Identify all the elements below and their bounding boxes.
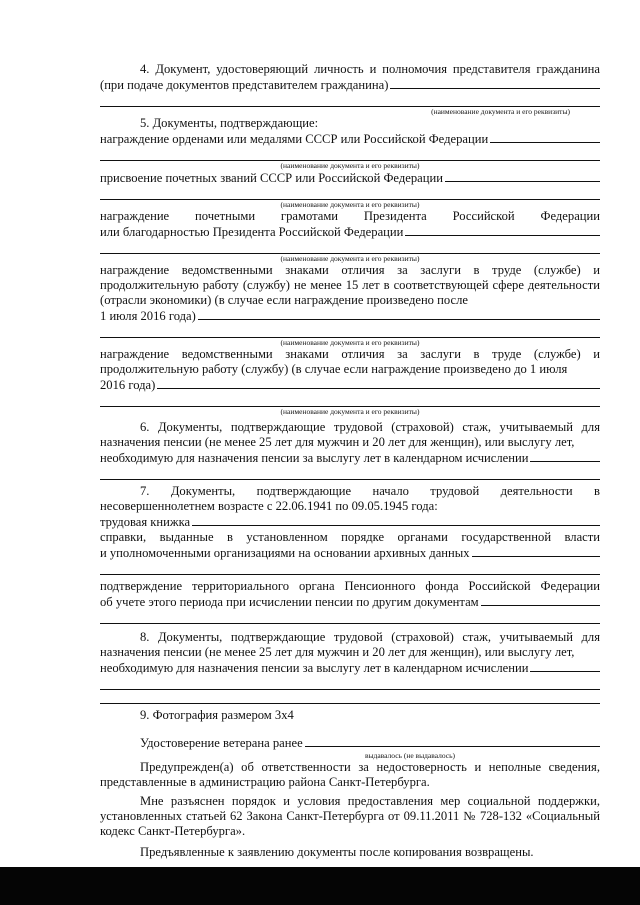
s5-item4-hint: (наименование документа и его реквизиты): [280, 338, 420, 347]
s7-workbook-row: [100, 514, 600, 530]
scan-border-bottom: [0, 867, 640, 905]
veteran-blank[interactable]: [305, 735, 600, 747]
s5-item3-line2: или благодарностью Президента Российской Федерации: [100, 225, 404, 239]
s5-item5-blank[interactable]: [157, 377, 600, 389]
section4-blank-1[interactable]: [390, 77, 600, 89]
s7-pfr-line2: об учете этого периода при исчислении пенсии по другим документам: [100, 595, 479, 609]
section6-blank[interactable]: [530, 450, 600, 462]
veteran-hint: выдавалось (не выдавалось): [364, 751, 456, 760]
s7-cert-line1: справки, выданные в установленном порядке органами государственной власти: [100, 530, 600, 544]
section8-blank-2[interactable]: [100, 676, 600, 690]
s5-item1-text: награждение орденами или медалями СССР или Российской Федерации: [100, 132, 489, 146]
s5-item4-end: 1 июля 2016 года): [100, 309, 196, 323]
s5-item2-hint: (наименование документа и его реквизиты): [280, 200, 420, 209]
document-page: [100, 62, 600, 860]
s7-cert-line2: и уполномоченными организациями на основании архивных данных: [100, 546, 470, 560]
section4-line1: 4. Документ, удостоверяющий личность и полномочия представителя гражданина: [140, 62, 600, 76]
section4-blank-2[interactable]: [100, 93, 600, 107]
s5-item5-row: [100, 377, 600, 393]
s7-pfr-row: [100, 594, 600, 610]
section7-line1: 7. Документы, подтверждающие начало трудовой деятельности в: [140, 484, 600, 498]
s5-item3-blank-2[interactable]: [100, 240, 600, 254]
s5-item1-row: [100, 131, 600, 147]
s5-item4-blank-2[interactable]: [100, 324, 600, 338]
s7-pfr-blank-2[interactable]: [100, 610, 600, 624]
veteran-row: [100, 735, 600, 751]
section4-line2-row: [100, 77, 600, 93]
s5-item1-hint: (наименование документа и его реквизиты): [280, 161, 420, 170]
s7-pfr-line1: подтверждение территориального органа Пенсионного фонда Российской Федерации: [100, 579, 600, 593]
section6-row: [100, 450, 600, 466]
s5-item5-end: 2016 года): [100, 378, 156, 392]
s5-item1-blank[interactable]: [490, 131, 600, 143]
explained-text: Мне разъяснен порядок и условия предоставления мер социальной поддержки, установленных статьей 62 Закона Санкт-Петербурга от 09.11.2011 № 728-132 «Социальный кодекс Санкт-Петербурга».: [100, 794, 600, 838]
section8-blank[interactable]: [530, 660, 600, 672]
section8-text: 8. Документы, подтверждающие трудовой (страховой) стаж, учитываемый для назначения пенсии (не менее 25 лет для мужчин и 20 лет для женщин), или выслугу лет,: [100, 630, 600, 659]
s7-cert-blank[interactable]: [472, 545, 600, 557]
s5-item2-blank[interactable]: [445, 170, 600, 182]
section6-end: необходимую для назначения пенсии за выслугу лет в календарном исчислении: [100, 451, 529, 465]
section6-blank-2[interactable]: [100, 466, 600, 480]
s5-item4-row: [100, 308, 600, 324]
s5-item2-row: [100, 170, 600, 186]
section8-blank-3[interactable]: [100, 690, 600, 704]
section4-line2: (при подаче документов представителем гражданина): [100, 78, 389, 92]
section8-row: [100, 660, 600, 676]
s5-item3-blank[interactable]: [405, 224, 600, 236]
returned-text: Предъявленные к заявлению документы после копирования возвращены.: [140, 845, 534, 859]
s7-pfr-blank[interactable]: [481, 594, 600, 606]
s5-item2-text: присвоение почетных званий СССР или Российской Федерации: [100, 171, 443, 185]
s7-workbook: трудовая книжка: [100, 515, 191, 529]
section6-text: 6. Документы, подтверждающие трудовой (страховой) стаж, учитываемый для назначения пенсии (не менее 25 лет для мужчин и 20 лет для женщин), или выслугу лет,: [100, 420, 600, 449]
s7-cert-blank-2[interactable]: [100, 561, 600, 575]
section4-hint: (наименование документа и его реквизиты): [431, 107, 570, 116]
s7-cert-row: [100, 545, 600, 561]
s5-item5-text: награждение ведомственными знаками отличия за заслуги в труде (службе) и продолжительную работу (службу) (в случае если награждение произведено до 1 июля: [100, 347, 600, 376]
s5-item1-blank-2[interactable]: [100, 147, 600, 161]
section7-line2: несовершеннолетнем возрасте с 22.06.1941 по 09.05.1945 года:: [100, 499, 438, 513]
section8-end: необходимую для назначения пенсии за выслугу лет в календарном исчислении: [100, 661, 529, 675]
section9-text: 9. Фотография размером 3х4: [140, 708, 294, 722]
s5-item5-blank-2[interactable]: [100, 393, 600, 407]
s5-item3-hint: (наименование документа и его реквизиты): [280, 254, 420, 263]
section5-title: 5. Документы, подтверждающие:: [140, 116, 319, 130]
s5-item4-blank[interactable]: [198, 308, 600, 320]
s5-item2-blank-2[interactable]: [100, 186, 600, 200]
s5-item3-line1: награждение почетными грамотами Президента Российской Федерации: [100, 209, 600, 223]
s7-workbook-blank[interactable]: [192, 514, 600, 526]
s5-item5-hint: (наименование документа и его реквизиты): [280, 407, 420, 416]
warned-text: Предупрежден(а) об ответственности за недостоверность и неполные сведения, представленные в администрацию района Санкт-Петербурга.: [100, 760, 600, 789]
s5-item3-row: [100, 224, 600, 240]
s5-item4-text: награждение ведомственными знаками отличия за заслуги в труде (службе) и продолжительную работу (службу) не менее 15 лет в соответствующей сфере деятельности (отрасли экономики) (в случае если награждение произведено после: [100, 263, 600, 307]
veteran-label: Удостоверение ветерана ранее: [140, 736, 303, 750]
